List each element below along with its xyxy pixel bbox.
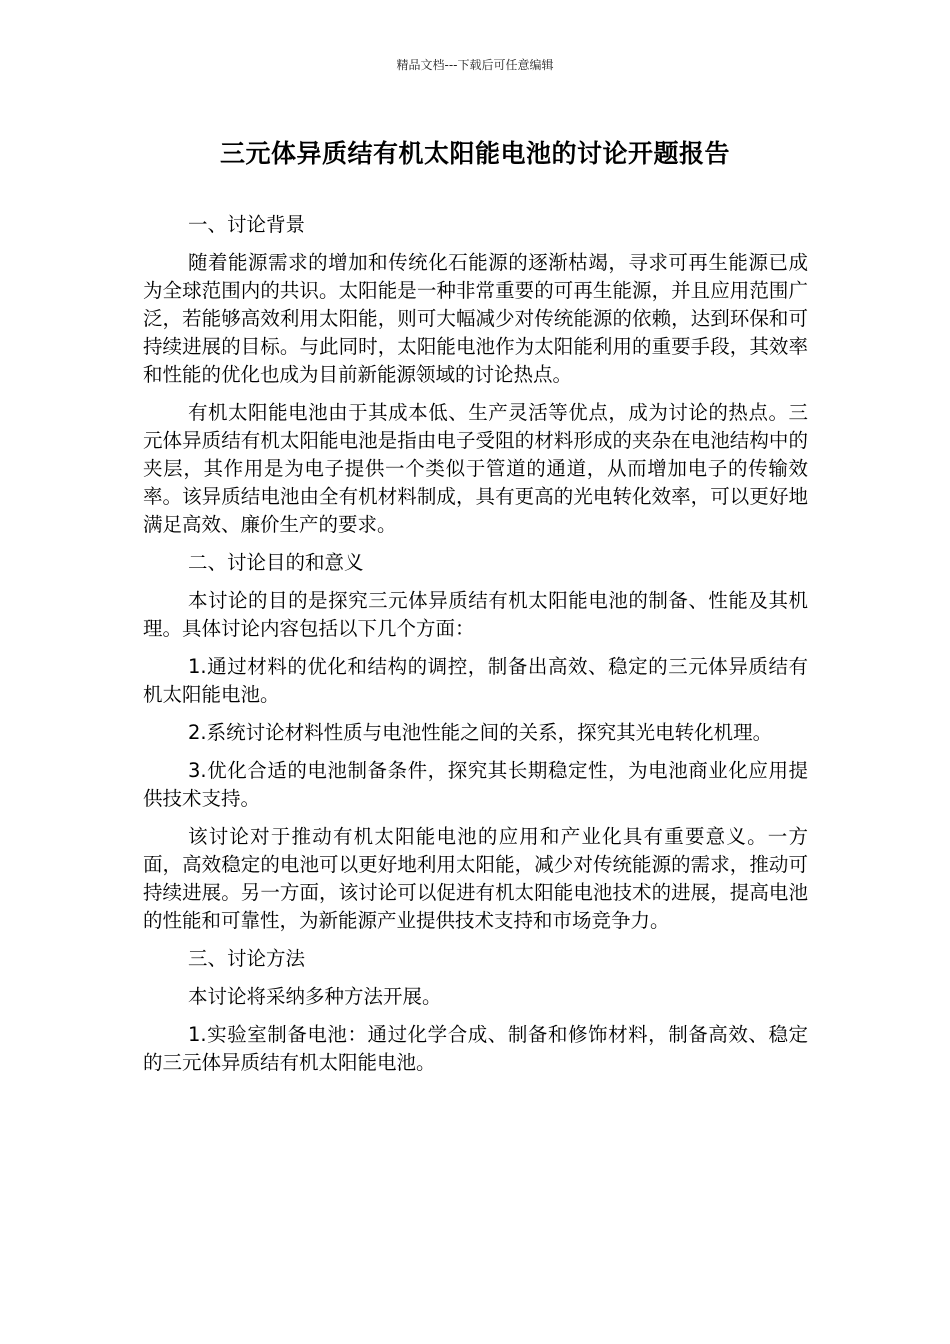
section-heading: 三、讨论方法 bbox=[188, 947, 306, 970]
document-title: 三元体异质结有机太阳能电池的讨论开题报告 bbox=[219, 139, 730, 168]
section-heading: 一、讨论背景 bbox=[188, 213, 306, 236]
paragraph: 本讨论的目的是探究三元体异质结有机太阳能电池的制备、性能及其机理。具体讨论内容包括以下几个方面： bbox=[143, 589, 808, 640]
list-item: 1.实验室制备电池：通过化学合成、制备和修饰材料，制备高效、稳定的三元体异质结有机太阳能电池。 bbox=[143, 1023, 808, 1074]
header-note: 精品文档---下载后可任意编辑 bbox=[396, 58, 554, 72]
paragraph: 该讨论对于推动有机太阳能电池的应用和产业化具有重要意义。一方面，高效稳定的电池可以更好地利用太阳能，减少对传统能源的需求，推动可持续进展。另一方面，该讨论可以促进有机太阳能电池技术的进展，提高电池的性能和可靠性，为新能源产业提供技术支持和市场竞争力。 bbox=[143, 825, 808, 932]
list-item: 1.通过材料的优化和结构的调控，制备出高效、稳定的三元体异质结有机太阳能电池。 bbox=[143, 655, 808, 706]
list-item: 2.系统讨论材料性质与电池性能之间的关系，探究其光电转化机理。 bbox=[188, 721, 773, 744]
section-heading: 二、讨论目的和意义 bbox=[188, 551, 364, 574]
document-body bbox=[143, 211, 808, 1087]
paragraph: 有机太阳能电池由于其成本低、生产灵活等优点，成为讨论的热点。三元体异质结有机太阳能电池是指由电子受阻的材料形成的夹杂在电池结构中的夹层，其作用是为电子提供一个类似于管道的通道，从而增加电子的传输效率。该异质结电池由全有机材料制成，具有更高的光电转化效率，可以更好地满足高效、廉价生产的要求。 bbox=[143, 401, 808, 536]
paragraph: 本讨论将采纳多种方法开展。 bbox=[188, 985, 442, 1008]
paragraph: 随着能源需求的增加和传统化石能源的逐渐枯竭，寻求可再生能源已成为全球范围内的共识。太阳能是一种非常重要的可再生能源，并且应用范围广泛，若能够高效利用太阳能，则可大幅减少对传统能源的依赖，达到环保和可持续进展的目标。与此同时，太阳能电池作为太阳能利用的重要手段，其效率和性能的优化也成为目前新能源领域的讨论热点。 bbox=[143, 251, 808, 386]
list-item: 3.优化合适的电池制备条件，探究其长期稳定性，为电池商业化应用提供技术支持。 bbox=[143, 759, 808, 810]
